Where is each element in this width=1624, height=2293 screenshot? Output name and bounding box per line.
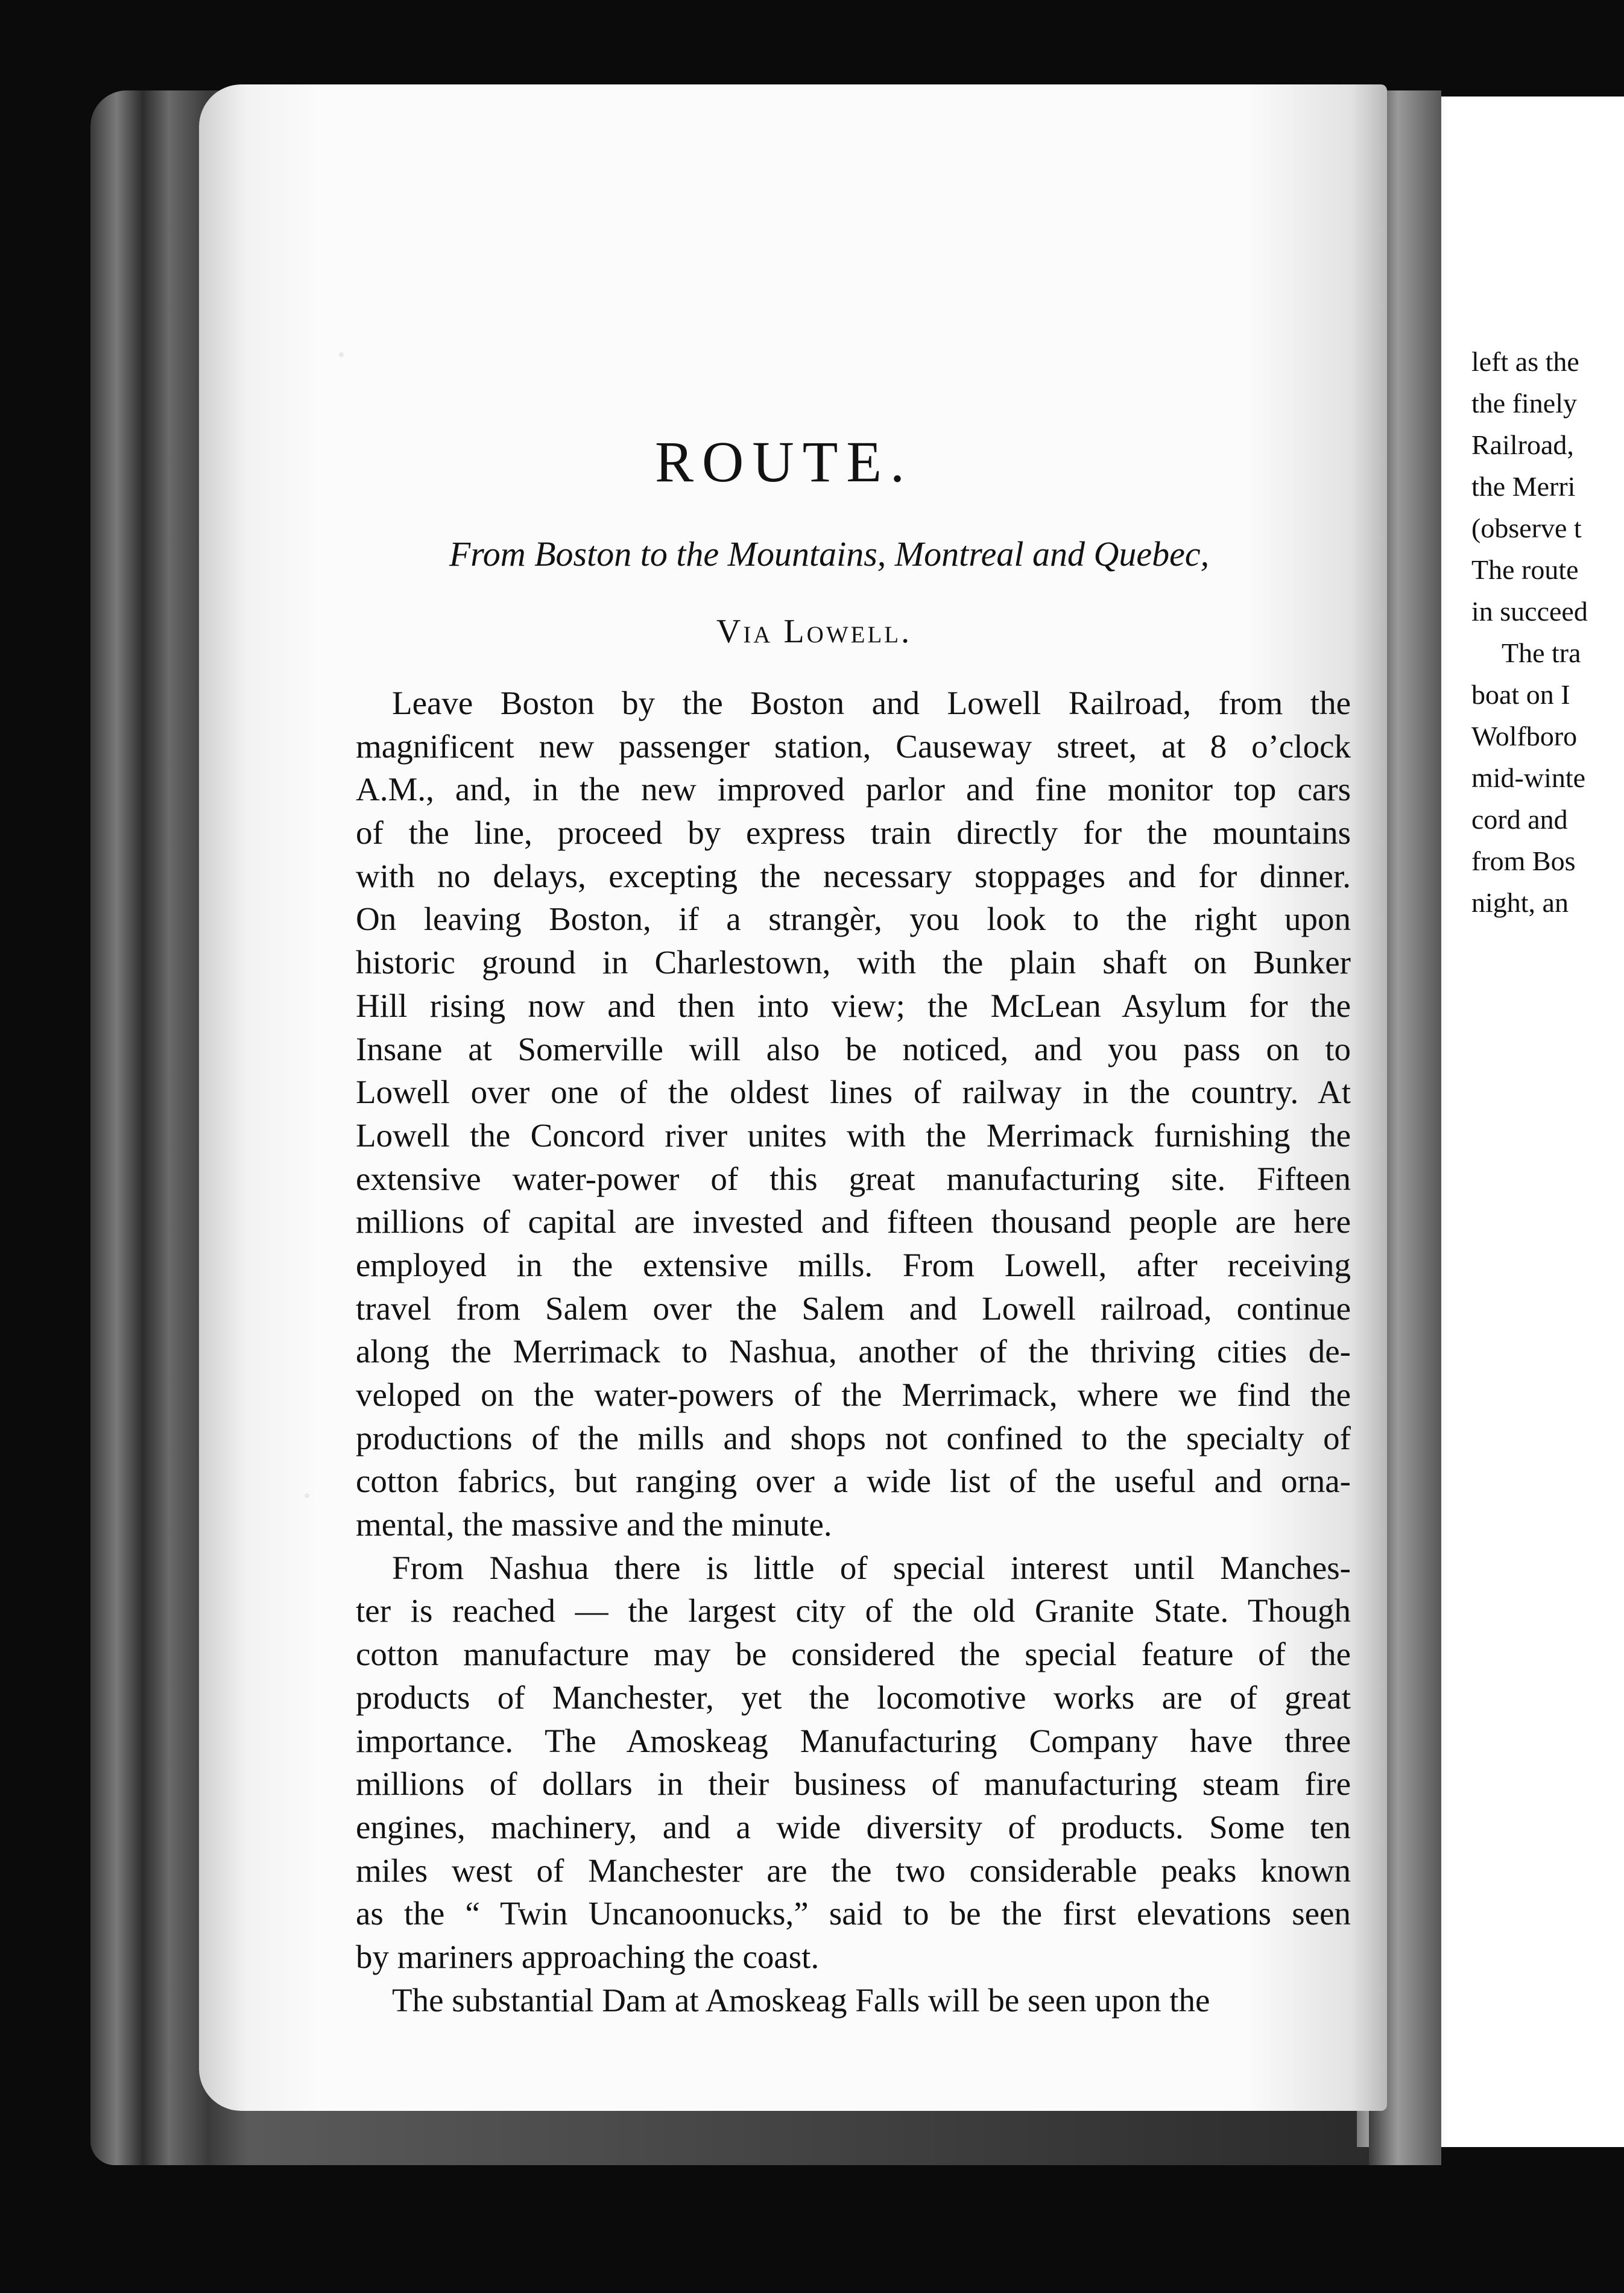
text-line: productions of the mills and shops not confined to the specialty of <box>356 1419 1351 1456</box>
paper-speck <box>339 352 344 357</box>
text-line: cotton fabrics, but ranging over a wide list of the useful and orna- <box>356 1463 1351 1500</box>
facing-line: Wolfboro <box>1471 721 1578 751</box>
facing-line: (observe t <box>1471 513 1582 543</box>
facing-line: from Bos <box>1471 846 1576 876</box>
text-line: Lowell over one of the oldest lines of railway in the country. At <box>356 1074 1351 1111</box>
book-page <box>199 84 1387 2111</box>
facing-line: The route <box>1471 554 1579 585</box>
text-line: veloped on the water-powers of the Merrimack, where we find the <box>356 1376 1351 1413</box>
route-via: Via Lowell. <box>716 613 912 650</box>
text-line: importance. The Amoskeag Manufacturing Company have three <box>356 1722 1351 1759</box>
facing-line: boat on I <box>1471 679 1570 710</box>
text-line: Hill rising now and then into view; the McLean Asylum for the <box>356 987 1351 1024</box>
text-line: mental, the massive and the minute. <box>356 1506 832 1543</box>
text-line: cotton manufacture may be considered the special feature of the <box>356 1636 1351 1673</box>
text-line: The substantial Dam at Amoskeag Falls will be seen upon the <box>392 1981 1210 2019</box>
text-line: by mariners approaching the coast. <box>356 1938 820 1975</box>
paragraph <box>356 1979 1351 2022</box>
route-subtitle: From Boston to the Mountains, Montreal and Quebec, <box>449 534 1210 574</box>
text-line: employed in the extensive mills. From Lowell, after receiving <box>356 1246 1351 1283</box>
body-text <box>356 682 1351 2022</box>
text-line: magnificent new passenger station, Causeway street, at 8 o’clock <box>356 727 1351 765</box>
text-line: ter is reached — the largest city of the old Granite State. Though <box>356 1592 1351 1630</box>
facing-line: left as the <box>1471 346 1579 377</box>
text-line: engines, machinery, and a wide diversity of products. Some ten <box>356 1808 1351 1845</box>
paper-speck <box>305 1493 309 1498</box>
facing-page-text <box>1471 341 1624 923</box>
text-line: millions of dollars in their business of manufacturing steam fire <box>356 1765 1351 1803</box>
text-line: historic ground in Charlestown, with the plain shaft on Bunker <box>356 944 1351 981</box>
text-line: Lowell the Concord river unites with the Merrimack furnishing the <box>356 1116 1351 1154</box>
facing-line: night, an <box>1471 887 1569 918</box>
text-line: Insane at Somerville will also be noticed, and you pass on to <box>356 1030 1351 1067</box>
text-line: products of Manchester, yet the locomotive works are of great <box>356 1678 1351 1716</box>
text-line: From Nashua there is little of special interest until Manches- <box>392 1549 1351 1586</box>
page-title: ROUTE. <box>655 429 913 494</box>
facing-line: mid-winte <box>1471 762 1586 793</box>
paragraph <box>356 682 1351 1546</box>
text-line: On leaving Boston, if a strangèr, you look to the right upon <box>356 900 1351 938</box>
text-line: as the “ Twin Uncanoonucks,” said to be the first elevations seen <box>356 1895 1351 1932</box>
text-line: with no delays, excepting the necessary stoppages and for dinner. <box>356 857 1351 894</box>
text-line: A.M., and, in the new improved parlor and fine monitor top cars <box>356 771 1351 808</box>
facing-line: The tra <box>1502 637 1581 668</box>
facing-line: the Merri <box>1471 471 1576 502</box>
text-line: millions of capital are invested and fifteen thousand people are here <box>356 1203 1351 1241</box>
text-line: Leave Boston by the Boston and Lowell Railroad, from the <box>392 685 1351 721</box>
text-line: along the Merrimack to Nashua, another of the thriving cities de- <box>356 1333 1351 1370</box>
text-line: of the line, proceed by express train directly for the mountains <box>356 814 1351 852</box>
text-line: miles west of Manchester are the two considerable peaks known <box>356 1852 1351 1889</box>
text-line: travel from Salem over the Salem and Lowell railroad, continue <box>356 1289 1351 1327</box>
facing-line: Railroad, <box>1471 429 1574 460</box>
facing-line: cord and <box>1471 804 1568 835</box>
text-line: extensive water-power of this great manufacturing site. Fifteen <box>356 1160 1351 1197</box>
facing-line: in succeed <box>1471 596 1588 627</box>
facing-line: the finely <box>1471 388 1577 419</box>
paragraph <box>356 1546 1351 1979</box>
